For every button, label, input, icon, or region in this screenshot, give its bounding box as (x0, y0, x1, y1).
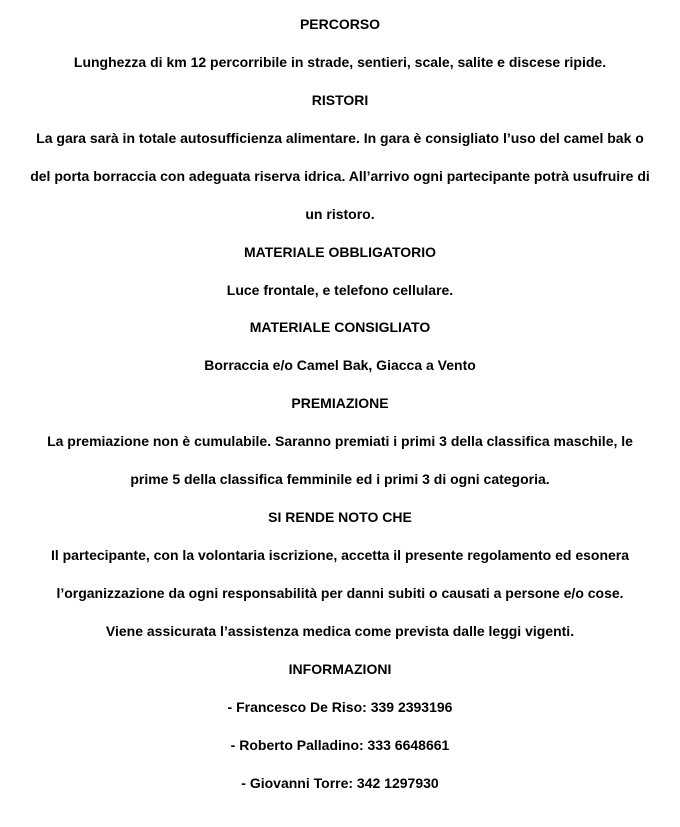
section-heading-materiale-consigliato: MATERIALE CONSIGLIATO (249, 319, 431, 335)
materiale-obbligatorio-text: Luce frontale, e telefono cellulare. (226, 282, 454, 298)
contact-item: - Giovanni Torre: 342 1297930 (241, 775, 439, 791)
si-rende-noto-text-line: l’organizzazione da ogni responsabilità per danni subiti o causati a persone e/o cose. (56, 585, 624, 601)
section-heading-materiale-obbligatorio: MATERIALE OBBLIGATORIO (243, 244, 437, 260)
premiazione-text-line: La premiazione non è cumulabile. Saranno premiati i primi 3 della classifica maschile, le (47, 433, 633, 449)
premiazione-text-line: prime 5 della classifica femminile ed i primi 3 di ogni categoria. (130, 471, 550, 487)
si-rende-noto-text-line: Il partecipante, con la volontaria iscrizione, accetta il presente regolamento ed esonera (50, 547, 630, 563)
ristori-text-line: La gara sarà in totale autosufficienza alimentare. In gara è consigliato l’uso del camel bak o (36, 130, 644, 146)
section-heading-si-rende-noto: SI RENDE NOTO CHE (268, 509, 412, 525)
section-heading-ristori: RISTORI (311, 92, 369, 108)
ristori-text-line: un ristoro. (305, 206, 375, 222)
contact-item: - Francesco De Riso: 339 2393196 (227, 699, 453, 715)
section-heading-informazioni: INFORMAZIONI (288, 661, 392, 677)
contact-item: - Roberto Palladino: 333 6648661 (230, 737, 450, 753)
materiale-consigliato-text: Borraccia e/o Camel Bak, Giacca a Vento (204, 357, 476, 373)
section-heading-percorso: PERCORSO (299, 16, 381, 32)
section-heading-premiazione: PREMIAZIONE (291, 395, 389, 411)
ristori-text-line: del porta borraccia con adeguata riserva idrica. All’arrivo ogni partecipante potrà usufruire di (30, 168, 650, 184)
percorso-text: Lunghezza di km 12 percorribile in strade, sentieri, scale, salite e discese ripide. (73, 54, 607, 70)
si-rende-noto-text-line: Viene assicurata l’assistenza medica come prevista dalle leggi vigenti. (105, 623, 575, 639)
